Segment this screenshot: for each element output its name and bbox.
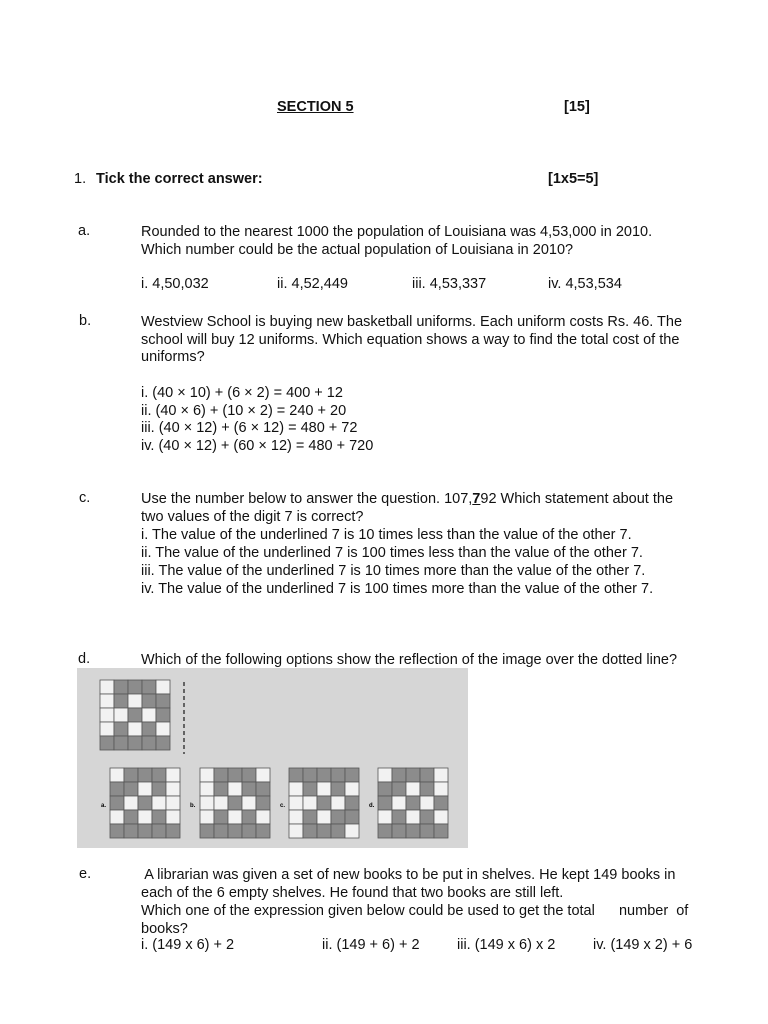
- grid-cell: [406, 810, 420, 824]
- grid-cell: [124, 782, 138, 796]
- grid-cell: [242, 768, 256, 782]
- grid-cell: [228, 824, 242, 838]
- grid-cell: [152, 782, 166, 796]
- grid-cell: [138, 782, 152, 796]
- grid-cell: [256, 824, 270, 838]
- grid-cell: [420, 824, 434, 838]
- grid-cell: [406, 824, 420, 838]
- grid-cell: [152, 810, 166, 824]
- grid-cell: [303, 810, 317, 824]
- item-e-letter: e.: [79, 866, 92, 882]
- grid-cell: [378, 782, 392, 796]
- item-b-option-1: i. (40 × 10) + (6 × 2) = 400 + 12: [141, 385, 343, 401]
- grid-cell: [434, 768, 448, 782]
- grid-cell: [242, 782, 256, 796]
- grid-cell: [142, 736, 156, 750]
- grid-cell: [256, 782, 270, 796]
- grid-cell: [317, 768, 331, 782]
- item-d-letter: d.: [78, 651, 91, 667]
- option-b-grid[interactable]: [200, 768, 270, 838]
- grid-cell: [303, 824, 317, 838]
- grid-cell: [200, 768, 214, 782]
- section-title: SECTION 5: [277, 99, 354, 115]
- grid-cell: [420, 782, 434, 796]
- grid-cell: [392, 782, 406, 796]
- item-b-option-4: iv. (40 × 12) + (60 × 12) = 480 + 720: [141, 438, 374, 454]
- question-marks: [1x5=5]: [548, 171, 599, 187]
- grid-cell: [100, 680, 114, 694]
- option-d-grid[interactable]: [378, 768, 448, 838]
- item-e-line-3: Which one of the expression given below could be used to get the total number of: [141, 903, 689, 919]
- grid-cell: [420, 796, 434, 810]
- grid-cell: [138, 796, 152, 810]
- item-c-option-1: i. The value of the underlined 7 is 10 times less than the value of the other 7.: [141, 527, 632, 543]
- grid-cell: [142, 708, 156, 722]
- grid-cell: [331, 824, 345, 838]
- grid-cell: [242, 796, 256, 810]
- item-c-option-2: ii. The value of the underlined 7 is 100 times less than the value of the other 7.: [141, 545, 643, 561]
- grid-cell: [114, 680, 128, 694]
- grid-cell: [142, 694, 156, 708]
- grid-cell: [289, 824, 303, 838]
- grid-cell: [128, 736, 142, 750]
- item-b-line-2: school will buy 12 uniforms. Which equation shows a way to find the total cost of the: [141, 332, 680, 348]
- item-a-option-4: iv. 4,53,534: [548, 276, 622, 292]
- item-e-option-1: i. (149 x 6) + 2: [141, 937, 235, 953]
- option-c-label: c.: [280, 803, 286, 809]
- grid-cell: [110, 796, 124, 810]
- grid-cell: [303, 796, 317, 810]
- grid-cell: [378, 768, 392, 782]
- grid-cell: [242, 810, 256, 824]
- grid-cell: [128, 722, 142, 736]
- grid-cell: [228, 782, 242, 796]
- original-pattern-grid: [100, 680, 170, 750]
- item-a-option-1: i. 4,50,032: [141, 276, 209, 292]
- item-e-line-2: each of the 6 empty shelves. He found that two books are still left.: [141, 885, 564, 901]
- grid-cell: [110, 782, 124, 796]
- grid-cell: [156, 708, 170, 722]
- item-a-letter: a.: [78, 223, 91, 239]
- item-b-option-3: iii. (40 × 12) + (6 × 12) = 480 + 72: [141, 420, 358, 436]
- grid-cell: [434, 824, 448, 838]
- grid-cell: [228, 768, 242, 782]
- grid-cell: [214, 768, 228, 782]
- grid-cell: [345, 782, 359, 796]
- item-c-letter: c.: [79, 490, 91, 506]
- grid-cell: [289, 768, 303, 782]
- underlined-digit: 7: [472, 491, 481, 507]
- grid-cell: [214, 824, 228, 838]
- grid-cell: [392, 796, 406, 810]
- option-a-label: a.: [101, 803, 107, 809]
- grid-cell: [392, 824, 406, 838]
- grid-cell: [124, 810, 138, 824]
- grid-cell: [156, 722, 170, 736]
- grid-cell: [289, 796, 303, 810]
- grid-cell: [378, 824, 392, 838]
- item-d-question: Which of the following options show the reflection of the image over the dotted line?: [141, 652, 678, 668]
- grid-cell: [152, 796, 166, 810]
- section-marks: [15]: [564, 99, 590, 115]
- grid-cell: [256, 796, 270, 810]
- grid-cell: [128, 708, 142, 722]
- grid-cell: [138, 824, 152, 838]
- grid-cell: [110, 824, 124, 838]
- item-c-option-4: iv. The value of the underlined 7 is 100 times more than the value of the other 7.: [141, 581, 654, 597]
- grid-cell: [100, 694, 114, 708]
- item-e-option-3: iii. (149 x 6) x 2: [457, 937, 556, 953]
- item-b-line-3: uniforms?: [141, 349, 205, 365]
- grid-cell: [331, 782, 345, 796]
- option-b-label: b.: [190, 803, 196, 809]
- question-number: 1.: [74, 171, 87, 187]
- grid-cell: [406, 782, 420, 796]
- item-c-option-3: iii. The value of the underlined 7 is 10 times more than the value of the other 7.: [141, 563, 646, 579]
- grid-cell: [317, 824, 331, 838]
- grid-cell: [156, 694, 170, 708]
- grid-cell: [110, 810, 124, 824]
- grid-cell: [100, 708, 114, 722]
- grid-cell: [420, 810, 434, 824]
- item-c-line-1-prefix: Use the number below to answer the question. 107,: [141, 491, 473, 507]
- grid-cell: [434, 810, 448, 824]
- grid-cell: [392, 768, 406, 782]
- item-b-option-2: ii. (40 × 6) + (10 × 2) = 240 + 20: [141, 403, 347, 419]
- grid-cell: [128, 694, 142, 708]
- grid-cell: [110, 768, 124, 782]
- grid-cell: [166, 796, 180, 810]
- grid-cell: [214, 810, 228, 824]
- grid-cell: [214, 796, 228, 810]
- item-e-line-1: A librarian was given a set of new books to be put in shelves. He kept 149 books in: [141, 867, 676, 883]
- reflection-figure-svg: [77, 668, 468, 848]
- grid-cell: [256, 768, 270, 782]
- grid-cell: [114, 694, 128, 708]
- item-b-line-1: Westview School is buying new basketball uniforms. Each uniform costs Rs. 46. The: [141, 314, 683, 330]
- item-a-line-1: Rounded to the nearest 1000 the population of Louisiana was 4,53,000 in 2010.: [141, 224, 653, 240]
- grid-cell: [317, 782, 331, 796]
- grid-cell: [142, 680, 156, 694]
- grid-cell: [331, 810, 345, 824]
- grid-cell: [166, 782, 180, 796]
- grid-cell: [142, 722, 156, 736]
- grid-cell: [331, 768, 345, 782]
- grid-cell: [406, 796, 420, 810]
- grid-cell: [114, 736, 128, 750]
- grid-cell: [138, 810, 152, 824]
- grid-cell: [200, 824, 214, 838]
- grid-cell: [434, 796, 448, 810]
- grid-cell: [152, 768, 166, 782]
- grid-cell: [156, 680, 170, 694]
- item-b-letter: b.: [79, 313, 92, 329]
- item-e-option-2: ii. (149 + 6) + 2: [322, 937, 420, 953]
- grid-cell: [166, 824, 180, 838]
- grid-cell: [256, 810, 270, 824]
- grid-cell: [114, 708, 128, 722]
- item-e-option-4: iv. (149 x 2) + 6: [593, 937, 693, 953]
- grid-cell: [420, 768, 434, 782]
- grid-cell: [228, 810, 242, 824]
- grid-cell: [100, 736, 114, 750]
- grid-cell: [434, 782, 448, 796]
- grid-cell: [345, 768, 359, 782]
- reflection-figure: [77, 668, 468, 848]
- grid-cell: [100, 722, 114, 736]
- grid-cell: [200, 796, 214, 810]
- grid-cell: [331, 796, 345, 810]
- grid-cell: [166, 768, 180, 782]
- item-c-line-2: two values of the digit 7 is correct?: [141, 509, 364, 525]
- option-c-grid[interactable]: [289, 768, 359, 838]
- item-e-line-4: books?: [141, 921, 188, 937]
- grid-cell: [166, 810, 180, 824]
- option-a-grid[interactable]: [110, 768, 180, 838]
- grid-cell: [214, 782, 228, 796]
- grid-cell: [228, 796, 242, 810]
- grid-cell: [156, 736, 170, 750]
- grid-cell: [378, 810, 392, 824]
- item-a-line-2: Which number could be the actual population of Louisiana in 2010?: [141, 242, 574, 258]
- grid-cell: [303, 782, 317, 796]
- grid-cell: [128, 680, 142, 694]
- grid-cell: [303, 768, 317, 782]
- grid-cell: [152, 824, 166, 838]
- grid-cell: [289, 782, 303, 796]
- grid-cell: [345, 824, 359, 838]
- grid-cell: [200, 782, 214, 796]
- grid-cell: [345, 796, 359, 810]
- grid-cell: [124, 768, 138, 782]
- grid-cell: [317, 796, 331, 810]
- grid-cell: [124, 796, 138, 810]
- grid-cell: [114, 722, 128, 736]
- grid-cell: [289, 810, 303, 824]
- item-a-option-2: ii. 4,52,449: [277, 276, 348, 292]
- grid-cell: [317, 810, 331, 824]
- grid-cell: [124, 824, 138, 838]
- question-instruction: Tick the correct answer:: [96, 171, 263, 187]
- grid-cell: [392, 810, 406, 824]
- grid-cell: [242, 824, 256, 838]
- grid-cell: [378, 796, 392, 810]
- grid-cell: [345, 810, 359, 824]
- grid-cell: [200, 810, 214, 824]
- grid-cell: [406, 768, 420, 782]
- item-c-line-1-suffix: 92 Which statement about the: [480, 491, 674, 507]
- option-d-label: d.: [369, 803, 375, 809]
- item-c-line-1: [141, 490, 673, 508]
- item-a-option-3: iii. 4,53,337: [412, 276, 487, 292]
- grid-cell: [138, 768, 152, 782]
